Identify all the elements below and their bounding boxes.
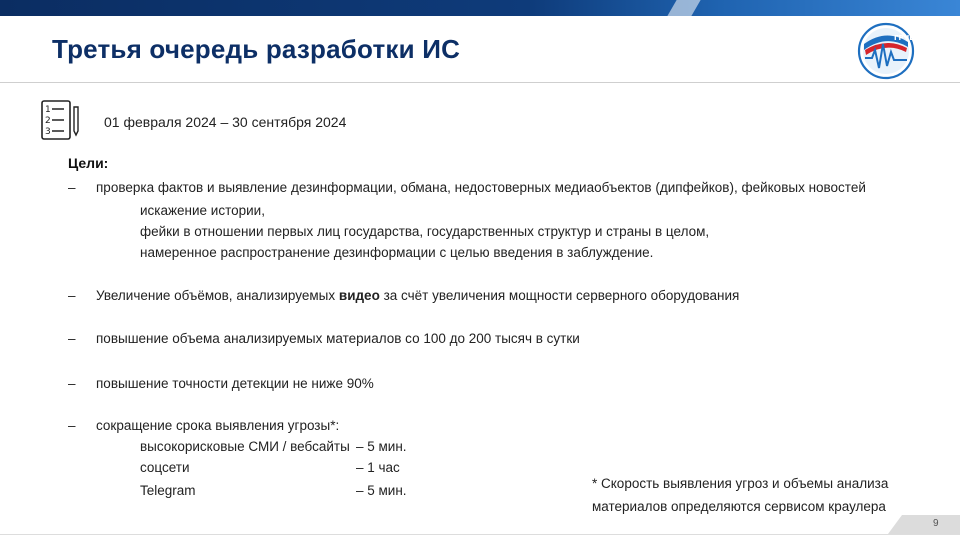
goal-factcheck-sub: фейки в отношении первых лиц государства, государственных структур и страны в целом, [140,224,710,239]
goal-video-bold: видео [338,288,380,303]
numbered-list-icon [40,99,84,141]
bullet-marker: – [68,180,76,195]
footnote-line: материалов определяются сервисом краулера [592,499,886,514]
svg-text:2: 2 [45,116,51,126]
threat-time: – 1 час [356,460,400,475]
page-number: 9 [933,518,939,529]
goal-threat-time: сокращение срока выявления угрозы*: [96,418,340,433]
bullet-marker: – [68,418,76,433]
top-banner [0,0,960,16]
bullet-marker: – [68,331,76,346]
bullet-marker: – [68,288,76,303]
bottom-divider [0,534,960,535]
period-dates: 01 февраля 2024 – 30 сентября 2024 [104,114,347,130]
goals-heading: Цели: [68,155,109,171]
goal-factcheck: проверка фактов и выявление дезинформации, обмана, недостоверных медиаобъектов (дипфейков), фейковых новостей [96,180,866,195]
goal-factcheck-sub: искажение истории, [140,203,265,218]
threat-source: Telegram [140,483,196,498]
goal-materials-volume: повышение объема анализируемых материалов со 100 до 200 тысяч в сутки [96,331,580,346]
page-title: Третья очередь разработки ИС [52,34,461,64]
svg-text:1: 1 [45,105,51,115]
goal-video-volume [96,288,739,303]
threat-time: – 5 мин. [356,439,407,454]
title-divider [0,82,960,83]
page-number-tab [888,515,960,534]
bullet-marker: – [68,376,76,391]
goal-factcheck-sub: намеренное распространение дезинформации с целью введения в заблуждение. [140,245,654,260]
banner-stripe [667,0,700,16]
threat-time: – 5 мин. [356,483,407,498]
goal-video-text: за счёт увеличения мощности серверного оборудования [379,288,740,303]
svg-text:3: 3 [45,127,51,137]
goal-video-text: Увеличение объёмов, анализируемых [96,288,339,303]
footnote [592,472,888,518]
threat-source: высокорисковые СМИ / вебсайты [140,439,350,454]
threat-source: соцсети [140,460,190,475]
footnote-line: * Скорость выявления угроз и объемы анализа [592,476,889,491]
logo-text: ГРЧЦ [894,34,916,42]
grchc-logo-icon [856,22,916,80]
goal-detection-accuracy: повышение точности детекции не ниже 90% [96,376,374,391]
